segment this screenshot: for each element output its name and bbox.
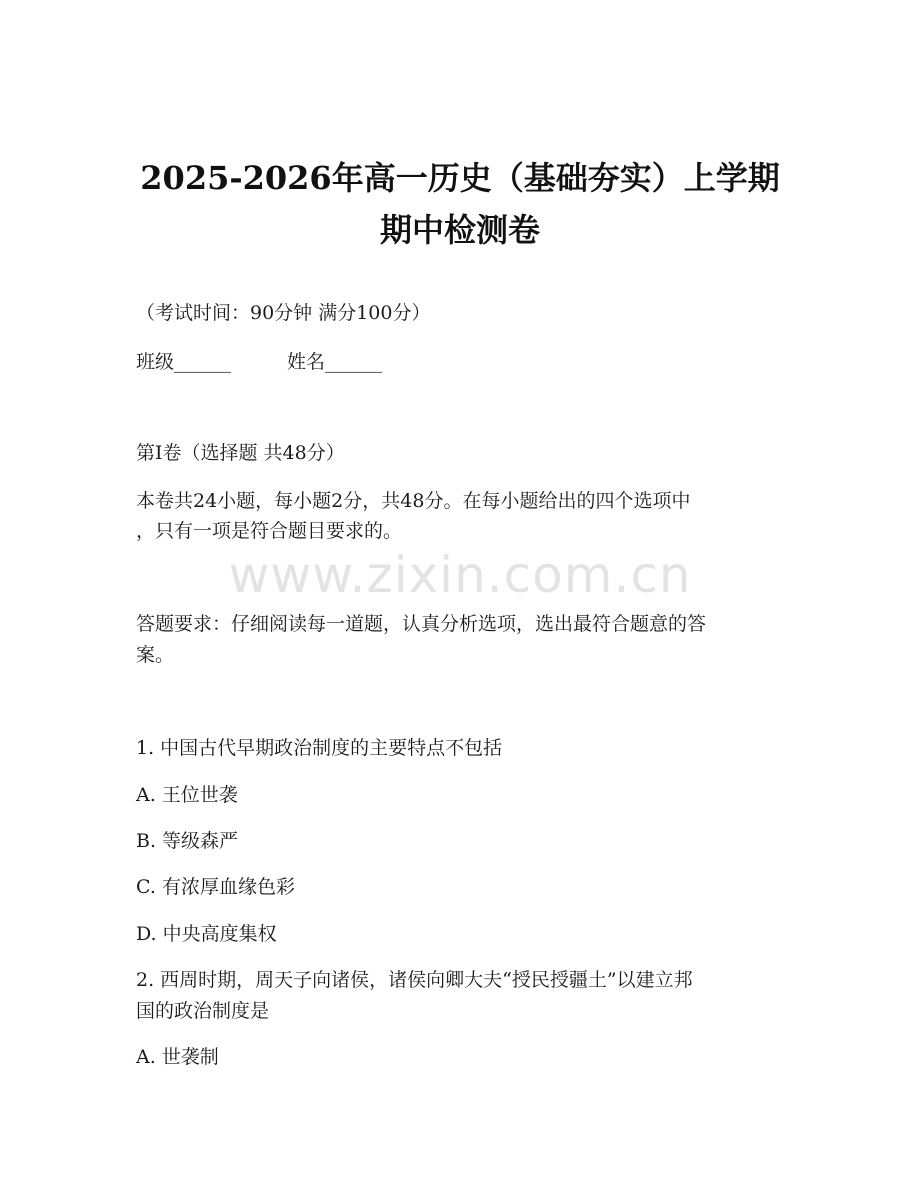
question-1-stem: 1. 中国古代早期政治制度的主要特点不包括: [136, 737, 503, 759]
instructions-line-1: 本卷共24小题，每小题2分，共48分。在每小题给出的四个选项中: [136, 490, 691, 512]
requirements-line-2: 案。: [136, 644, 175, 666]
exam-title-line-1: 2025-2026年高一历史（基础夯实）上学期: [140, 159, 780, 197]
question-1-option-c: C. 有浓厚血缘色彩: [136, 876, 295, 898]
student-fields: [136, 347, 382, 377]
question-1-option-a: A. 王位世袭: [136, 784, 238, 806]
question-2-stem-line-2: 国的政治制度是: [136, 1000, 270, 1022]
name-field-label: 姓名______: [287, 351, 383, 373]
requirements-line-1: 答题要求：仔细阅读每一道题，认真分析选项，选出最符合题意的答: [136, 613, 707, 635]
question-2-option-a: A. 世袭制: [136, 1046, 219, 1068]
watermark: www.zixin.com.cn: [228, 546, 692, 604]
question-2-stem-line-1: 2. 西周时期，周天子向诸侯，诸侯向卿大夫“授民授疆土”以建立邦: [136, 969, 693, 991]
question-1-option-b: B. 等级森严: [136, 830, 239, 852]
exam-title-line-2: 期中检测卷: [379, 211, 540, 249]
exam-info: （考试时间：90分钟 满分100分）: [136, 302, 431, 324]
instructions-line-2: ，只有一项是符合题目要求的。: [136, 520, 403, 542]
class-field-label: 班级______: [136, 351, 232, 373]
question-1-option-d: D. 中央高度集权: [136, 923, 277, 945]
section-heading: 第Ⅰ卷（选择题 共48分）: [136, 442, 345, 464]
